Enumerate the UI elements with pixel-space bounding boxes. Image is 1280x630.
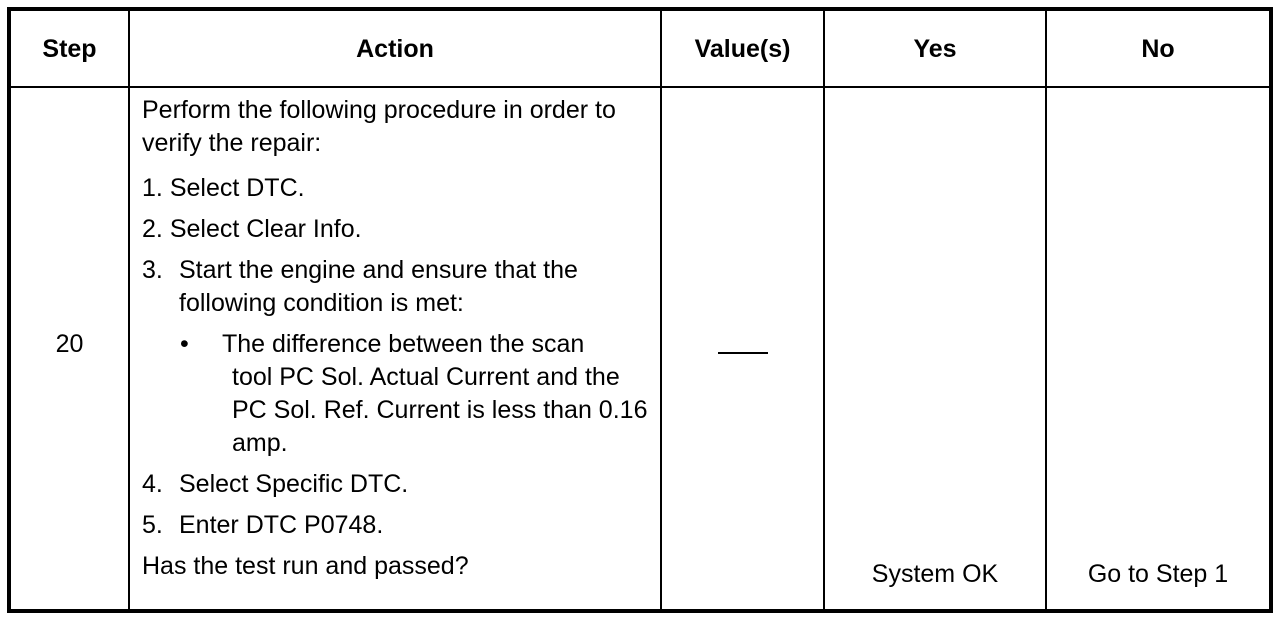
value-dash (718, 352, 768, 354)
bullet-icon: • (180, 330, 189, 358)
no-cell (1047, 88, 1269, 609)
list-item (142, 468, 648, 501)
action-intro: Perform the following procedure in order to verify the repair: (142, 96, 616, 157)
sub-item-line1: The difference between the scan (222, 330, 585, 358)
list-item-number: 1. (142, 174, 163, 202)
header-step: Step (11, 11, 130, 88)
list-item (142, 172, 648, 205)
list-item (142, 509, 648, 542)
action-cell (130, 88, 662, 609)
procedure-table (7, 7, 1273, 613)
list-item-text: Select Clear Info. (169, 215, 362, 243)
list-item-number: 2. (142, 215, 163, 243)
header-no: No (1047, 11, 1269, 88)
action-question: Has the test run and passed? (142, 552, 469, 580)
step-number: 20 (55, 330, 84, 358)
list-item-text: Select DTC. (169, 174, 305, 202)
list-item-number: 4. (142, 470, 163, 498)
header-action: Action (130, 11, 662, 88)
yes-cell (825, 88, 1047, 609)
values-cell (662, 88, 825, 609)
list-item-number: 5. (142, 511, 163, 539)
step-cell (11, 88, 130, 609)
no-result: Go to Step 1 (1087, 560, 1229, 588)
sub-item-rest: tool PC Sol. Actual Current and the PC Sol. Ref. Current is less than 0.16 amp. (232, 363, 648, 457)
list-item-text: Enter DTC P0748. (179, 511, 384, 539)
header-values: Value(s) (662, 11, 825, 88)
list-item-text: Select Specific DTC. (179, 470, 409, 498)
sub-list-item (178, 328, 648, 460)
list-item-number: 3. (142, 256, 163, 284)
header-yes: Yes (825, 11, 1047, 88)
list-item-text: Start the engine and ensure that the following condition is met: (179, 256, 578, 317)
list-item (142, 254, 648, 320)
list-item (142, 213, 648, 246)
yes-result: System OK (871, 560, 999, 588)
